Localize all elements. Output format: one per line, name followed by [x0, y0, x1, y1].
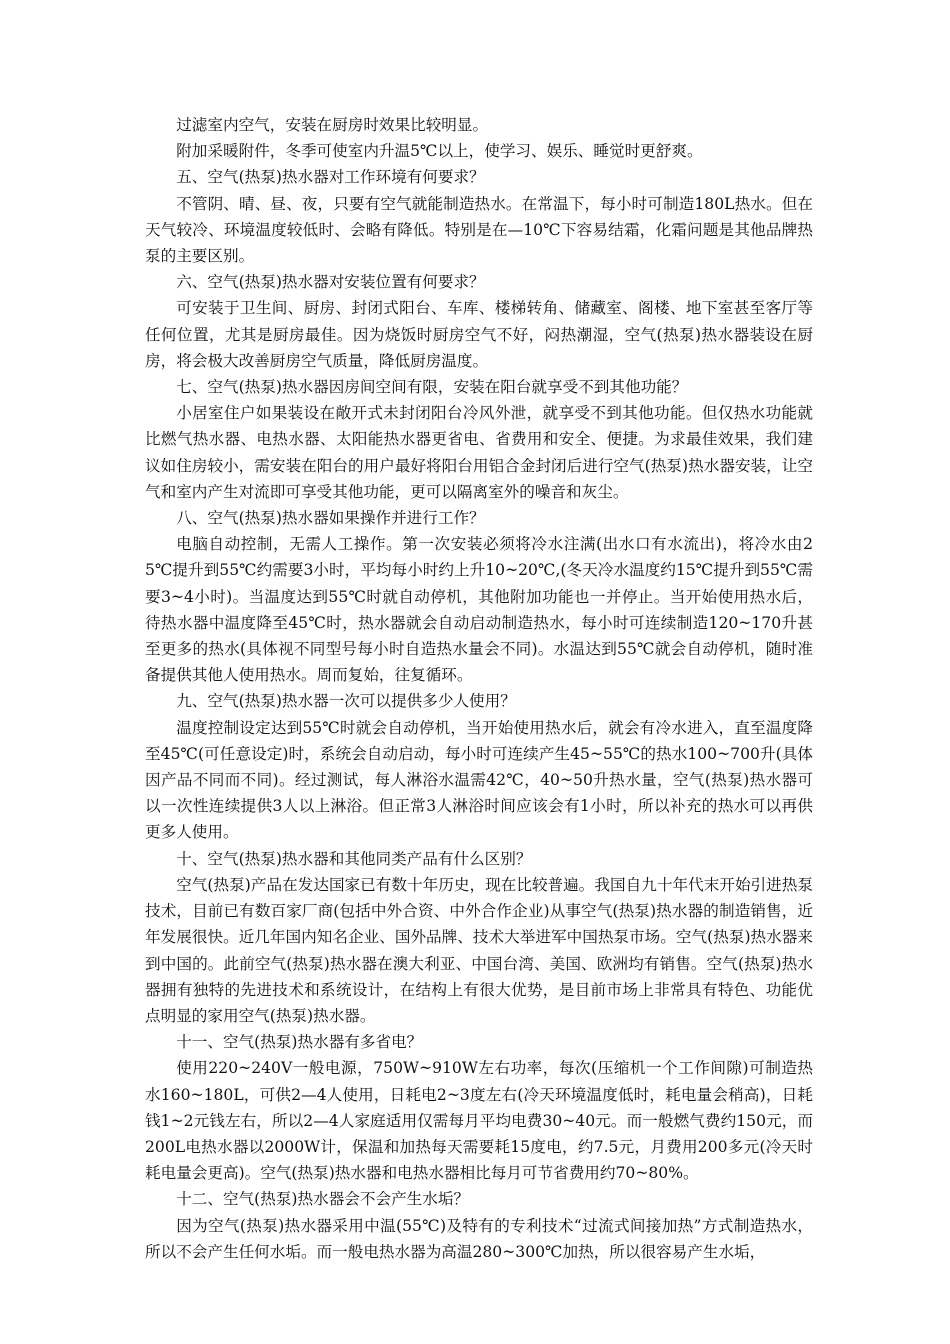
heading-q5-environment: 五、空气(热泵)热水器对工作环境有何要求？	[176, 168, 485, 187]
paragraph-a7: 小居室住户如果装设在敞开式未封闭阳台冷风外泄，就享受不到其他功能。但仅热水功能就比燃气热水器、电热水器、太阳能热水器更省电、省费用和安全、便捷。为求最佳效果，我们建议如住房较小，需安装在阳台的用户最好将阳台用铝合金封闭后进行空气(热泵)热水器安装，让空气和室内产生对流即可享受其他功能，更可以隔离室外的噪音和灰尘。	[145, 404, 813, 501]
heading-q6-install-location: 六、空气(热泵)热水器对安装位置有何要求？	[176, 273, 485, 292]
paragraph-a10: 空气(热泵)产品在发达国家已有数十年历史，现在比较普遍。我国自九十年代末开始引进热泵技术，目前已有数百家厂商(包括中外合资、中外合作企业)从事空气(热泵)热水器的制造销售，近年发展很快。近几年国内知名企业、国外品牌、技术大举进军中国热泵市场。空气(热泵)热水器来到中国的。此前空气(热泵)热水器在澳大利亚、中国台湾、美国、欧洲均有销售。空气(热泵)热水器拥有独特的先进技术和系统设计，在结构上有很大优势，是目前市场上非常具有特色、功能优点明显的家用空气(热泵)热水器。	[145, 875, 813, 1025]
heading-q12-scale: 十二、空气(热泵)热水器会不会产生水垢？	[176, 1190, 470, 1209]
document-body	[145, 112, 813, 1265]
paragraph-air-filter: 过滤室内空气，安装在厨房时效果比较明显。	[176, 116, 489, 134]
paragraph-a6: 可安装于卫生间、厨房、封闭式阳台、车库、楼梯转角、储藏室、阁楼、地下室甚至客厅等任何位置，尤其是厨房最佳。因为烧饭时厨房空气不好，闷热潮湿，空气(热泵)热水器装设在厨房，将会极大改善厨房空气质量，降低厨房温度。	[145, 299, 813, 370]
heading-q10-difference: 十、空气(热泵)热水器和其他同类产品有什么区别？	[176, 849, 532, 868]
heading-q11-power-saving: 十一、空气(热泵)热水器有多省电？	[176, 1033, 423, 1052]
heading-q8-operation: 八、空气(热泵)热水器如果操作并进行工作？	[176, 509, 485, 528]
paragraph-a11: 使用220~240V一般电源，750W~910W左右功率，每次(压缩机一个工作间隙)可制造热水160~180L，可供2—4人使用，日耗电2~3度左右(冷天环境温度低时，耗电量会稍高)，日耗钱1~2元钱左右，所以2—4人家庭适用仅需每月平均电费30~40元。而一般燃气费约150元，而200L电热水器以2000W计，保温和加热每天需要耗15度电，约7.5元，月费用200多元(冷天时耗电量会更高)。空气(热泵)热水器和电热水器相比每月可节省费用约70~80%。	[145, 1059, 813, 1183]
paragraph-a12: 因为空气(热泵)热水器采用中温(55℃)及特有的专利技术“过流式间接加热”方式制造热水，所以不会产生任何水垢。而一般电热水器为高温280~300℃加热，所以很容易产生水垢，	[145, 1216, 813, 1261]
paragraph-heating-attachment: 附加采暖附件，冬季可使室内升温5℃以上，使学习、娱乐、睡觉时更舒爽。	[176, 142, 703, 161]
heading-q9-users: 九、空气(热泵)热水器一次可以提供多少人使用？	[176, 692, 516, 711]
paragraph-a5: 不管阴、晴、昼、夜，只要有空气就能制造热水。在常温下，每小时可制造180L热水。但在天气较冷、环境温度较低时、会略有降低。特别是在—10℃下容易结霜，化霜问题是其他品牌热泵的主要区别。	[145, 194, 813, 266]
paragraph-a8: 电脑自动控制，无需人工操作。第一次安装必须将冷水注满(出水口有水流出)，将冷水由25℃提升到55℃约需要3小时，平均每小时约上升10~20℃,(冬天冷水温度约15℃提升到55℃需要3~4小时)。当温度达到55℃时就自动停机，其他附加功能也一并停止。当开始使用热水后，待热水器中温度降至45℃时，热水器就会自动启动制造热水，每小时可连续制造120~170升甚至更多的热水(具体视不同型号每小时自造热水量会不同)。水温达到55℃就会自动停机，随时准备提供其他人使用热水。周而复始，往复循环。	[145, 535, 813, 685]
paragraph-a9: 温度控制设定达到55℃时就会自动停机，当开始使用热水后，就会有冷水进入，直至温度降至45℃(可任意设定)时，系统会自动启动，每小时可连续产生45~55℃的热水100~700升(具体因产品不同而不同)。经过测试，每人淋浴水温需42℃，40~50升热水量，空气(热泵)热水器可以一次性连续提供3人以上淋浴。但正常3人淋浴时间应该会有1小时，所以补充的热水可以再供更多人使用。	[145, 718, 813, 842]
heading-q7-balcony: 七、空气(热泵)热水器因房间空间有限，安装在阳台就享受不到其他功能？	[176, 378, 688, 397]
